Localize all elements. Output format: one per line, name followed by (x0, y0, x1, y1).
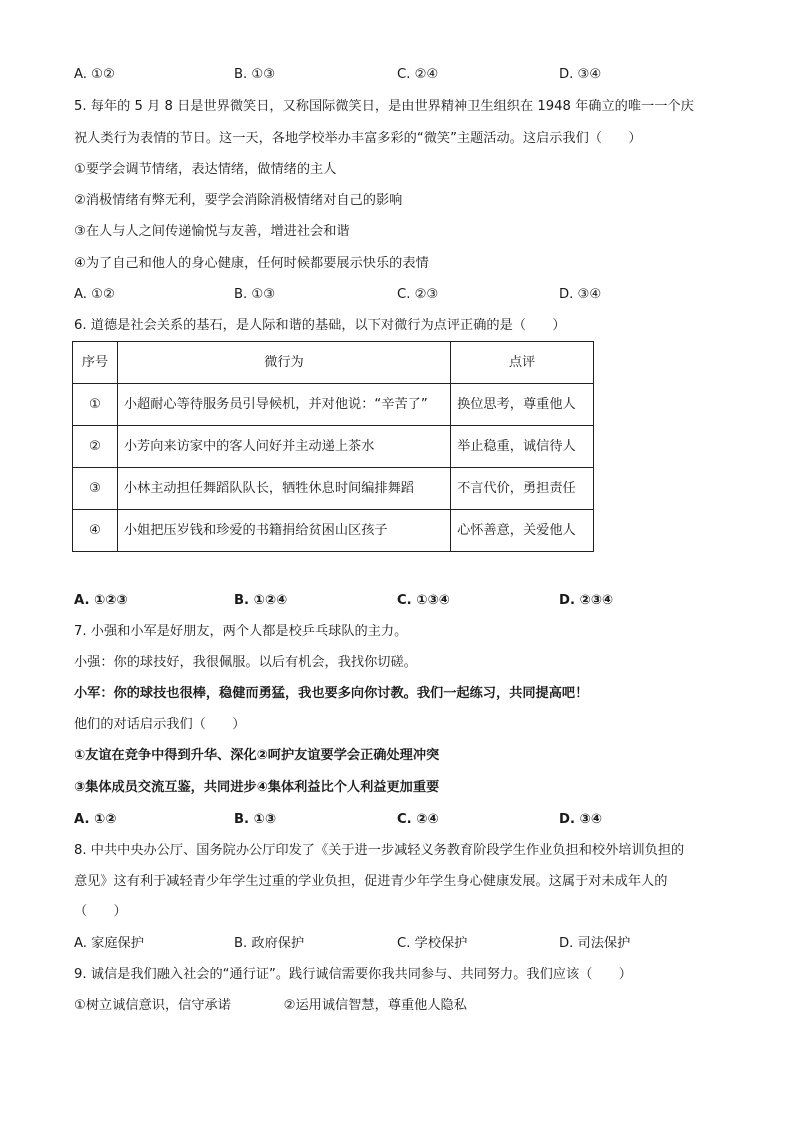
row-behavior: 小林主动担任舞蹈队队长，牺牲休息时间编排舞蹈 (117, 468, 450, 510)
q9-statements-line1: ①树立诚信意识，信守承诺 ②运用诚信智慧，尊重他人隐私 (74, 998, 467, 1013)
row-comment: 不言代价，勇担责任 (451, 468, 594, 510)
q7-stem: 7. 小强和小军是好朋友，两个人都是校乒乓球队的主力。 (74, 624, 408, 639)
q6-stem: 6. 道德是社会关系的基石，是人际和谐的基础，以下对微行为点评正确的是（ ） (74, 318, 566, 333)
q4-options (74, 66, 724, 84)
table-header-row (73, 342, 594, 384)
q5-statement-3: ③在人与人之间传递愉悦与友善，增进社会和谐 (74, 224, 350, 239)
q5-statement-4: ④为了自己和他人的身心健康，任何时候都要展示快乐的表情 (74, 256, 429, 271)
q5-option-b: B. ①③ (234, 287, 276, 302)
q6-option-a: A. ①②③ (74, 593, 128, 608)
table-row (73, 468, 594, 510)
q4-option-a: A. ①② (74, 67, 115, 82)
row-comment: 换位思考，尊重他人 (451, 384, 594, 426)
q5-option-d: D. ③④ (559, 287, 602, 302)
q4-option-c: C. ②④ (397, 67, 439, 82)
q7-option-c: C. ②④ (397, 812, 439, 827)
q7-statements-line1: ①友谊在竞争中得到升华、深化②呵护友谊要学会正确处理冲突 (74, 748, 440, 763)
q7-statements-line2: ③集体成员交流互鉴，共同进步④集体利益比个人利益更加重要 (74, 780, 440, 795)
row-serial: ③ (73, 468, 118, 510)
q4-option-b: B. ①③ (234, 67, 276, 82)
row-behavior: 小超耐心等待服务员引导候机，并对他说：“辛苦了” (117, 384, 450, 426)
row-comment: 心怀善意，关爱他人 (451, 510, 594, 552)
header-comment: 点评 (451, 342, 594, 384)
q8-stem-line3: （ ） (74, 904, 127, 919)
q8-option-c: C. 学校保护 (397, 936, 468, 951)
q7-options (74, 811, 724, 829)
q4-option-d: D. ③④ (559, 67, 602, 82)
row-serial: ② (73, 426, 118, 468)
q8-stem-line2: 意见》这有利于减轻青少年学生过重的学业负担，促进青少年学生身心健康发展。这属于对未成年人的 (74, 874, 668, 889)
q7-dialog-2: 小军：你的球技也很棒，稳健而勇猛，我也要多向你讨教。我们一起练习，共同提高吧！ (74, 686, 589, 701)
q8-option-b: B. 政府保护 (234, 936, 305, 951)
row-comment: 举止稳重，诚信待人 (451, 426, 594, 468)
q7-option-b: B. ①③ (234, 812, 276, 827)
q7-option-d: D. ③④ (559, 812, 602, 827)
q5-statement-2: ②消极情绪有弊无利，要学会消除消极情绪对自己的影响 (74, 193, 403, 208)
table-row (73, 510, 594, 552)
q7-dialog-1: 小强：你的球技好，我很佩服。以后有机会，我找你切磋。 (74, 655, 417, 670)
q5-option-c: C. ②③ (397, 287, 439, 302)
q5-option-a: A. ①② (74, 287, 115, 302)
q5-stem-line1: 5. 每年的 5 月 8 日是世界微笑日，又称国际微笑日，是由世界精神卫生组织在 1948 年确立的唯一一个庆 (74, 99, 694, 114)
q6-table (72, 341, 594, 552)
row-serial: ④ (73, 510, 118, 552)
q7-question: 他们的对话启示我们（ ） (74, 717, 246, 732)
row-behavior: 小姐把压岁钱和珍爱的书籍捐给贫困山区孩子 (117, 510, 450, 552)
q5-options (74, 286, 724, 304)
q8-options (74, 935, 724, 953)
row-serial: ① (73, 384, 118, 426)
q6-options (74, 592, 724, 610)
q6-option-d: D. ②③④ (559, 593, 614, 608)
q8-stem-line1: 8. 中共中央办公厅、国务院办公厅印发了《关于进一步减轻义务教育阶段学生作业负担和校外培训负担的 (74, 843, 685, 858)
table-row (73, 426, 594, 468)
q5-stem-line2: 祝人类行为表情的节日。这一天，各地学校举办丰富多彩的“微笑”主题活动。这启示我们（ ） (74, 131, 642, 146)
q8-option-d: D. 司法保护 (559, 936, 631, 951)
header-behavior: 微行为 (117, 342, 450, 384)
q8-option-a: A. 家庭保护 (74, 936, 144, 951)
q7-option-a: A. ①② (74, 812, 117, 827)
table-row (73, 384, 594, 426)
q6-option-b: B. ①②④ (234, 593, 288, 608)
header-serial: 序号 (73, 342, 118, 384)
q6-option-c: C. ①③④ (397, 593, 450, 608)
q9-stem: 9. 诚信是我们融入社会的“通行证”。践行诚信需要你我共同参与、共同努力。我们应该（ ） (74, 967, 632, 982)
q5-statement-1: ①要学会调节情绪，表达情绪，做情绪的主人 (74, 162, 337, 177)
row-behavior: 小芳向来访家中的客人问好并主动递上茶水 (117, 426, 450, 468)
